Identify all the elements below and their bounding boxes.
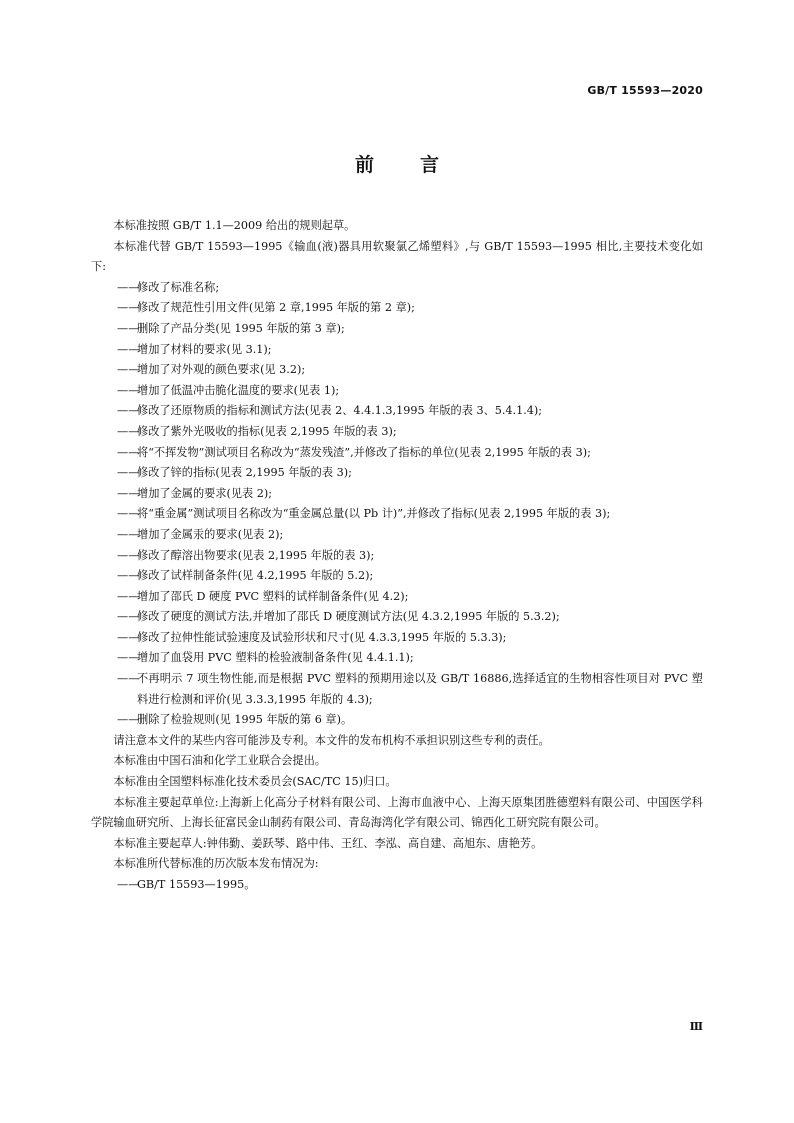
dash-marker: —— xyxy=(117,507,140,521)
list-item xyxy=(91,401,703,422)
list-item xyxy=(91,360,703,381)
drafting-units: 本标准主要起草单位:上海新上化高分子材料有限公司、上海市血液中心、上海天原集团胜德塑料有限公司、中国医学科学院输血研究所、上海长征富民金山制药有限公司、青岛海湾化学有限公司、锦西化工研究院有限公司。 xyxy=(91,795,703,830)
list-item xyxy=(91,566,703,587)
dash-marker: —— xyxy=(117,383,140,397)
list-item xyxy=(91,525,703,546)
dash-marker: —— xyxy=(117,713,140,727)
dash-marker: —— xyxy=(117,569,140,583)
dash-marker: —— xyxy=(117,321,140,335)
list-item xyxy=(91,710,703,731)
list-item-text: 将“重金属”测试项目名称改为“重金属总量(以 Pb 计)”,并修改了指标(见表 2,1995 年版的表 3); xyxy=(137,507,611,521)
list-item xyxy=(91,443,703,464)
dash-marker: —— xyxy=(117,486,140,500)
page-number: Ⅲ xyxy=(689,1020,703,1033)
list-item-text: 修改了还原物质的指标和测试方法(见表 2、4.4.1.3,1995 年版的表 3、5.4.1.4); xyxy=(137,404,543,418)
list-item-text: 增加了金属汞的要求(见表 2); xyxy=(137,527,284,541)
list-item xyxy=(91,463,703,484)
list-item xyxy=(91,607,703,628)
list-item xyxy=(91,628,703,649)
foreword-body xyxy=(91,216,703,896)
standard-code-header: GB/T 15593—2020 xyxy=(587,84,703,97)
drafters: 本标准主要起草人:钟伟勤、姜跃琴、路中伟、王红、李泓、高自建、高旭东、唐艳芳。 xyxy=(113,836,543,850)
intro-paragraph-2: 本标准代替 GB/T 15593—1995《输血(液)器具用软聚氯乙烯塑料》,与 GB/T 15593—1995 相比,主要技术变化如下: xyxy=(91,239,703,274)
list-item-text: 增加了低温冲击脆化温度的要求(见表 1); xyxy=(137,383,340,397)
list-item-text: 修改了硬度的测试方法,并增加了邵氏 D 硬度测试方法(见 4.3.2,1995 年版的 5.3.2); xyxy=(137,610,560,624)
dash-marker: —— xyxy=(117,466,140,480)
dash-marker: —— xyxy=(117,527,140,541)
list-item xyxy=(91,587,703,608)
dash-marker: —— xyxy=(117,672,140,686)
list-item-text: 删除了检验规则(见 1995 年版的第 6 章)。 xyxy=(137,713,353,727)
list-item-text: 增加了邵氏 D 硬度 PVC 塑料的试样制备条件(见 4.2); xyxy=(137,589,409,603)
dash-marker: —— xyxy=(117,363,140,377)
list-item xyxy=(91,648,703,669)
dash-marker: —— xyxy=(117,301,140,315)
dash-marker: —— xyxy=(117,404,140,418)
list-item xyxy=(91,298,703,319)
page-title: 前言 xyxy=(354,154,485,176)
list-item xyxy=(91,278,703,299)
list-item xyxy=(91,340,703,361)
dash-marker: —— xyxy=(117,445,140,459)
intro-paragraph-1: 本标准按照 GB/T 1.1—2009 给出的规则起草。 xyxy=(113,219,356,232)
centralized-by: 本标准由全国塑料标准化技术委员会(SAC/TC 15)归口。 xyxy=(113,775,397,789)
list-item xyxy=(91,422,703,443)
list-item-text: 修改了试样制备条件(见 4.2,1995 年版的 5.2); xyxy=(137,569,374,583)
dash-marker: —— xyxy=(117,424,140,438)
list-item-text: 删除了产品分类(见 1995 年版的第 3 章); xyxy=(137,321,345,335)
list-item-text: 修改了紫外光吸收的指标(见表 2,1995 年版的表 3); xyxy=(137,424,397,438)
dash-marker: —— xyxy=(117,280,140,294)
list-item-text: 增加了金属的要求(见表 2); xyxy=(137,486,273,500)
list-item-text: 将“不挥发物”测试项目名称改为“蒸发残渣”,并修改了指标的单位(见表 2,1995 年版的表 3); xyxy=(137,445,591,459)
list-item xyxy=(91,504,703,525)
list-item-text: 修改了标准名称; xyxy=(137,280,220,294)
list-item xyxy=(91,319,703,340)
history-intro: 本标准所代替标准的历次版本发布情况为: xyxy=(113,857,319,871)
list-item xyxy=(91,546,703,567)
history-item-text: GB/T 15593—1995。 xyxy=(137,878,256,891)
history-item xyxy=(91,875,703,896)
list-item-text: 修改了规范性引用文件(见第 2 章,1995 年版的第 2 章); xyxy=(137,301,415,315)
list-item-text: 增加了材料的要求(见 3.1); xyxy=(137,342,272,356)
list-item-text: 增加了血袋用 PVC 塑料的检验液制备条件(见 4.4.1.1); xyxy=(137,651,414,665)
list-item-text: 修改了拉伸性能试验速度及试验形状和尺寸(见 4.3.3,1995 年版的 5.3.3); xyxy=(137,630,507,644)
list-item-text: 增加了对外观的颜色要求(见 3.2); xyxy=(137,363,306,377)
list-item-text: 修改了醇溶出物要求(见表 2,1995 年版的表 3); xyxy=(137,548,375,562)
dash-marker: —— xyxy=(117,651,140,665)
list-item-text: 修改了锌的指标(见表 2,1995 年版的表 3); xyxy=(137,466,352,480)
patent-notice: 请注意本文件的某些内容可能涉及专利。本文件的发布机构不承担识别这些专利的责任。 xyxy=(113,733,550,747)
list-item-text: 不再明示 7 项生物性能,而是根据 PVC 塑料的预期用途以及 GB/T 16886,选择适宜的生物相容性项目对 PVC 塑料进行检测和评价(见 3.3.3,1995 年版的 4.3); xyxy=(137,672,703,706)
dash-marker: —— xyxy=(117,589,140,603)
list-item xyxy=(91,381,703,402)
list-item xyxy=(91,669,703,710)
proposed-by: 本标准由中国石油和化学工业联合会提出。 xyxy=(113,754,326,768)
dash-marker: —— xyxy=(117,878,140,891)
dash-marker: —— xyxy=(117,548,140,562)
dash-marker: —— xyxy=(117,630,140,644)
changes-list xyxy=(91,278,703,731)
dash-marker: —— xyxy=(117,610,140,624)
list-item xyxy=(91,484,703,505)
dash-marker: —— xyxy=(117,342,140,356)
